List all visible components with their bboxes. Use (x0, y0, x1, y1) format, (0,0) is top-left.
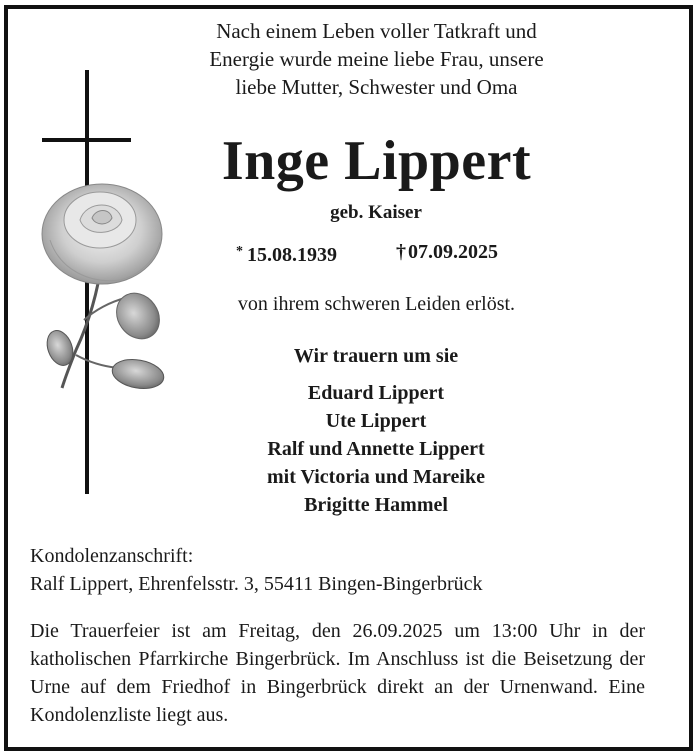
mourner-name: Eduard Lippert (307, 382, 445, 404)
intro-line: liebe Mutter, Schwester und Oma (235, 75, 518, 99)
birth-symbol: * (236, 244, 243, 259)
ceremony-text: Die Trauerfeier ist am Freitag, den 26.09.2025 um 13:00 Uhr in der katholischen Pfarrkirche Bingerbrück. Im Anschluss ist die Beisetzung der Urne auf dem Friedhof in Bingerbrück direkt an der Urnenwand. Eine Kondolenzliste liegt aus. (30, 620, 645, 726)
mourner-name: Ralf und Annette Lippert (267, 438, 485, 460)
condolence-address: Ralf Lippert, Ehrenfelsstr. 3, 55411 Bingen-Bingerbrück (30, 573, 483, 595)
birth-date: 15.08.1939 (247, 244, 337, 266)
intro-line: Energie wurde meine liebe Frau, unsere (209, 47, 544, 71)
birth-date-group (236, 237, 337, 270)
rose-icon (42, 184, 168, 392)
life-dates (226, 237, 526, 267)
deceased-name: Inge Lippert (221, 130, 532, 192)
intro-line: Nach einem Leben voller Tatkraft und (216, 19, 537, 43)
death-date: 07.09.2025 (408, 241, 498, 263)
relief-line: von ihrem schweren Leiden erlöst. (237, 293, 516, 315)
death-symbol: † (396, 241, 406, 263)
condolence-block (30, 542, 670, 598)
condolence-label: Kondolenzanschrift: (30, 545, 194, 567)
mourners-heading: Wir trauern um sie (293, 345, 459, 367)
mourner-name: Brigitte Hammel (304, 494, 448, 516)
maiden-name: geb. Kaiser (330, 202, 422, 223)
intro-text (150, 17, 603, 101)
mourner-name: Ute Lippert (325, 410, 427, 432)
death-date-group (396, 237, 498, 267)
mourners-list (176, 379, 576, 519)
mourner-name: mit Victoria und Mareike (267, 466, 485, 488)
